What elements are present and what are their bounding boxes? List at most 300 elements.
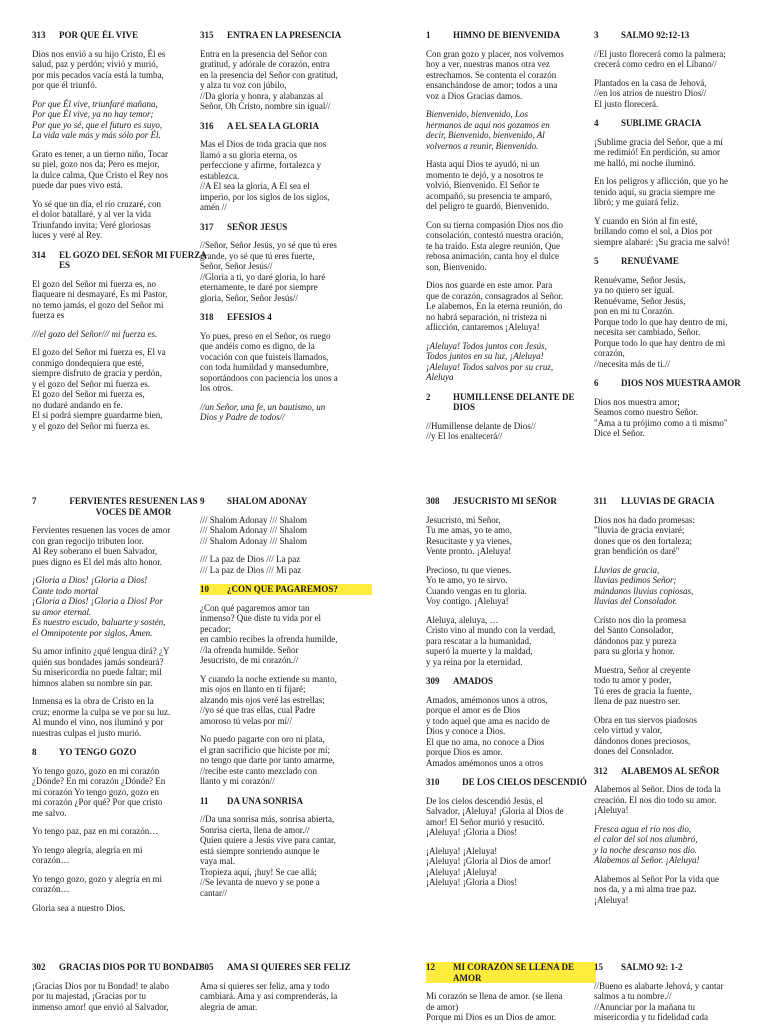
lyric-line: //Da gloria y honra, y alabanzas al [200,90,324,101]
hymn-chorus [200,402,372,423]
lyric-line: flaqueare ni desmayaré, Es mi Pastor, [32,289,168,299]
hymn-verse [32,874,208,895]
hymn-verse [426,421,596,442]
hymn [200,222,372,304]
lyric-line: Cuando vengas en tu gloria. [426,585,527,596]
hymn-verse [200,49,372,112]
lyric-line: alzando mis ojos veré las estrellas; [200,694,325,705]
lyric-line: //Anunciar por la mañana tu [594,1001,695,1012]
lyric-line: Precioso, tu que vienes. [426,564,512,575]
row-bottom [0,962,768,1024]
lyric-line: y el gozo del Señor mi fuerza es. [32,420,150,431]
lyric-line: Bienvenido, bienvenido, Los [426,109,528,119]
hymn-verse [594,49,764,70]
lyric-line: necesita ser cambiado, Señor. [594,327,701,337]
lyric-line: ensanchándose de amor; todos a una [426,80,558,90]
lyric-line: Mas el Dios de toda gracia que nos [200,139,327,149]
lyric-line: Fresca agua el río nos dio, [594,823,692,834]
lyric-line: siempre disfruto de gracia y perdón, [32,368,162,378]
hymn-verse [32,525,208,567]
lyric-line: Con gran gozo y placer, nos volvemos [426,48,564,59]
hymn [426,392,596,442]
hymn-verse [594,981,764,1023]
hymn-title: DA UNA SONRISA [227,795,304,806]
hymn-heading-text [32,250,208,271]
lyric-line: //yo sé que tras ellas, cual Padre [200,705,316,715]
hymn-column [200,962,372,1021]
lyric-line: ¡Aleluya! [594,805,629,815]
hymn-heading-text [200,584,372,595]
hymn [594,378,764,439]
lyric-line: Dios y Padre de todos// [200,412,285,422]
hymn-verse [426,796,596,838]
lyric-line: y la noche descanso nos dio. [594,844,697,855]
hymn-number: 9 [200,496,205,506]
lyric-line: Fervientes resuenen las voces de amor [32,525,171,535]
hymn-heading [426,676,596,687]
hymn-number: 308 [426,496,440,506]
lyric-line: consolación, contestó nuestra oración, [426,230,564,240]
lyric-line: Amados, amémonos unos a otros, [426,694,548,705]
hymn-heading-text [200,796,372,807]
lyric-line: hermanos de aquí nos gozamos en [426,119,550,130]
lyric-line: Plantados en la casa de Jehová, [594,77,707,88]
lyric-line: Señor, Señor Jesús// [200,261,273,271]
lyric-line: Con su tierna compasión Dios nos dio [426,219,563,230]
lyric-line: Inmensa es la obra de Cristo en la [32,696,154,706]
hymn-number: 1 [426,30,431,40]
hymn [426,962,596,1023]
hymn-verse [426,515,596,557]
lyric-line: luces y veré al Rey. [32,230,103,240]
lyric-line: y todo aquel que ama es nacido de [426,715,550,726]
hymn-heading [200,121,372,132]
hymn-column [594,30,764,448]
hymn-verse [594,216,764,248]
hymn [32,250,208,432]
hymn-number: 312 [594,765,608,776]
lyric-line: ¡Gloria a Dios! ¡Gloria a Dios! Por [32,596,164,606]
lyric-line: que de corazón, consagrados al Señor. [426,290,564,301]
lyric-line: Ama si quieres ser feliz, ama y todo [200,980,330,991]
hymn-verse [426,159,596,212]
lyric-line: El gozo del Señor mi fuerza es, El va [32,347,166,357]
lyric-line: Entra en la presencia del Señor con [200,48,327,59]
hymn-verse [426,220,596,273]
lyric-line: nos da, y a mi alma trae paz. [594,884,697,894]
hymn-heading-text [594,962,764,973]
lyric-line: perfeccione y afirme, fortalezca y [200,160,322,170]
lyric-line: libró; y me guiará feliz. [594,197,679,207]
lyric-line: pecador; [200,623,231,634]
lyric-line: Grato es tener, a un tierno niño, Tocar [32,148,169,159]
lyric-line: ¡Aleluya! ¡Gloria a Dios! [426,827,518,837]
lyric-line: llamó a su gloria eterna, os [200,149,297,160]
lyric-line: todo tu amor y poder, [594,675,672,685]
hymn-title: HUMILLENSE DELANTE DE DIOS [453,391,575,412]
lyric-line: que andéis como es digno, de la [200,341,315,351]
lyric-line: tenido aquí, su gracia siempre me [594,186,715,197]
hymn-column [32,496,208,922]
lyric-line: la dulce calma, Que Cristo el Rey nos [32,169,168,180]
lyric-line: eternamente, te daré por siempre [200,282,318,292]
hymn-title: AMADOS [453,676,493,686]
hymn-verse [594,397,764,439]
hymn-heading [32,30,208,41]
hymn-column [32,962,208,1021]
hymn-number: 302 [32,962,46,972]
hymn-heading [200,222,372,233]
hymn-title: ¿CON QUE PAGAREMOS? [227,584,338,594]
lyric-line: "lluvia de gracia enviaré; [594,525,685,535]
hymn-verse [32,49,208,91]
lyric-line: //y El los enaltecerá// [426,431,503,441]
lyric-line: ¡Aleluya! ¡Gloria a Dios! [426,877,518,887]
hymn-number: 11 [200,795,209,806]
lyric-line: decir, Bienvenido, bienvenido, Al [426,130,545,140]
lyric-line: Aleluya, aleluya, … [426,614,499,625]
lyric-line: Y cuando la noche extiende su manto, [200,673,337,684]
lyric-line: dones que os den fortaleza; [594,535,692,546]
hymn-heading-text [426,496,596,507]
lyric-line: Porque mi Dios es un Dios de amor. [426,1012,556,1022]
hymn-number: 6 [594,378,599,388]
hymn-heading-text [200,222,372,233]
lyric-line: gran bendición os daré" [594,546,680,556]
lyric-line: Renuévame, Señor Jesús, [594,295,686,306]
lyric-line: corazón… [32,855,70,865]
lyric-line: porque Dios es amor. [426,747,503,757]
hymn-heading [594,256,764,267]
lyric-line: Es nuestro escudo, baluarte y sostén, [32,617,166,627]
lyric-line: /// Shalom Adonay /// Shalom [200,525,308,535]
hymn [32,496,208,738]
hymn-verse [594,176,764,208]
lyric-line: ¿Con qué pagaremos amor tan [200,602,310,613]
lyric-line: himnos alaben su nombre sin par. [32,677,153,688]
lyric-line: Amados amémonos unos a otros [426,757,543,768]
lyric-line: su piel, gozo nos da; Pero es mejor, [32,159,160,169]
hymn-verse [594,615,764,657]
lyric-line: Yo sé que un día, el río cruzaré, con [32,198,162,209]
hymn-verse [32,279,208,321]
hymn-number: 5 [594,256,599,266]
hymn-number: 12 [426,962,435,972]
lyric-line: por que él triunfó. [32,80,97,90]
hymn-heading-text [32,496,208,517]
lyric-line: dones del Consolador. [594,746,674,756]
hymn-title: HIMNO DE BIENVENIDA [453,30,561,40]
lyric-line: Vente pronto. ¡Aleluya! [426,546,512,556]
hymn-heading [594,30,764,41]
hymn-heading-text [594,766,764,777]
hymn-verse [594,874,764,906]
hymn-heading [32,962,208,973]
lyric-line: de amor) [426,1001,459,1012]
hymn-number: 310 [426,777,440,787]
lyric-line: Seamos como nuestro Señor. [594,407,698,417]
hymn-verse [200,139,372,213]
lyric-line: superó la muerte y la maldad, [426,646,533,656]
lyric-line: //Se levanta de nuevo y se pone a [200,877,320,887]
lyric-line: /// Shalom Adonay /// Shalom [200,514,308,525]
lyric-line: vocación con que fuisteis llamados, [200,351,329,362]
lyric-line: /// La paz de Dios /// La paz [200,554,301,564]
lyric-line: el Omnipotente por siglos, Amen. [32,627,153,638]
hymn-heading [200,796,372,807]
lyric-line: salud, paz y perdón; vivió y murió, [32,59,158,69]
lyric-line: fuerza es [32,310,65,320]
lyric-line: "Ama a tu prójimo como a ti mismo" [594,417,728,428]
hymn-verse [32,826,208,837]
lyric-line: Dios nos envió a su hijo Cristo, Él es [32,48,166,59]
hymn [594,496,764,757]
lyric-line: Dice el Señor. [594,428,645,438]
hymn-heading [426,962,596,983]
lyric-line: quién sus bondades jamás sondeará? [32,656,164,667]
lyric-line: por tu majestad, ¡Gracias por tu [32,991,146,1001]
hymn-heading [426,392,596,413]
hymn [200,30,372,112]
hymn-heading-text [200,962,372,973]
lyric-line: Todos juntos en su luz, ¡Aleluya! [426,351,544,361]
hymn-column [200,496,372,907]
lyric-line: //la ofrenda humilde. Señor [200,644,299,655]
hymn-number: 8 [32,747,37,757]
hymn-heading [426,496,596,507]
hymn-verse [32,696,208,738]
lyric-line: establezca. [200,170,240,181]
lyric-line: ¡Aleluya! [594,894,629,905]
hymn-heading [594,118,764,129]
hymn-verse [200,814,372,898]
hymn-number: 316 [200,120,214,131]
hymn-heading-text [594,118,764,129]
hymn-chorus [426,109,596,151]
hymn-verse [200,331,372,394]
lyric-line: //Gloria a ti, yo daré gloria, lo haré [200,271,326,282]
lyric-line: conmigo dondequiera que esté, [32,357,144,368]
lyric-line: Yo tengo paz, paz en mi corazón… [32,826,159,836]
hymn-title: ENTRA EN LA PRESENCIA [227,30,342,40]
hymn-number: 10 [200,584,209,594]
hymn-heading [594,496,764,507]
hymn-title: EFESIOS 4 [227,312,272,322]
hymn-title: SUBLIME GRACIA [621,118,702,128]
hymn-heading-text [32,747,208,758]
lyric-line: el dolor batallaré, y al ver la vida [32,209,151,219]
lyric-line: llena de paz nuestro ser. [594,696,681,706]
hymn-heading [594,766,764,777]
lyric-line: /// Shalom Adonay /// Shalom [200,535,308,546]
lyric-line: El gozo del Señor mi fuerza es, no [32,278,156,289]
hymn [594,118,764,247]
lyric-line: Resucitaste y ya vienes, [426,535,512,546]
lyric-line: nuestras culpas el justo murió. [32,727,142,738]
hymn-verse [594,665,764,707]
lyric-line: Yo tengo gozo, gozo y alegría en mi [32,873,163,884]
hymn-chorus [426,341,596,383]
hymn-verse [426,280,596,333]
lyric-line: cantar// [200,887,227,898]
lyric-line: cruz; enorme la culpa se ve por su luz. [32,706,171,717]
lyric-line: su amor eternal. [32,606,92,617]
lyric-line: La vida vale más y más sólo por Él. [32,130,161,140]
hymn-verse [200,554,372,575]
lyric-line: ¡Aleluya! ¡Aleluya! [426,845,498,856]
lyric-line: El justo florecerá. [594,98,659,109]
lyric-line: son, Bienvenido. [426,261,487,272]
lyric-line: no tengo que darte por tanto amarme, [200,755,335,765]
hymn-verse [32,149,208,191]
lyric-line: ¡Gloria a Dios! ¡Gloria a Dios! [32,575,148,585]
hymn [426,777,596,888]
hymn-heading [200,584,372,595]
hymn-title: POR QUE ÉL VIVE [59,30,139,40]
lyric-line: amor! El Señor murió y resucitó. [426,816,545,827]
lyric-line: Renuévame, Señor Jesús, [594,274,686,285]
lyric-line: //A El sea la gloria, A El sea el [200,181,310,191]
lyric-line: Su amor infinito ¿qué lengua dirá? ¿Y [32,646,170,656]
hymn-number: 3 [594,30,599,40]
lyric-line: lluvias pedimos Señor; [594,575,677,585]
lyric-line: el gran sacrificio que hiciste por mí; [200,744,330,755]
lyric-line: Al Rey soberano el buen Salvador, [32,546,158,556]
hymn-verse [32,845,208,866]
lyric-line: Hasta aquí Dios te ayudó, ni un [426,159,540,169]
lyric-line: Triunfando invita; Veré gloriosas [32,219,151,230]
hymn-column [426,962,596,1024]
hymn-column [594,496,764,914]
lyric-line: en la presencia del Señor con gratitud, [200,69,338,80]
hymn-title: A EL SEA LA GLORIA [227,120,320,131]
hymn [32,747,208,913]
hymn-number: 313 [32,30,46,40]
hymn-heading-text [426,392,596,413]
lyric-line: voz a Dios Gracias damos. [426,90,523,101]
row-middle [0,496,768,952]
hymn [594,962,764,1023]
lyric-line: ¿Dónde? En mi corazón ¿Dónde? En [32,776,166,786]
hymn-heading [200,962,372,973]
hymn-title: SEÑOR JESUS [227,221,288,232]
hymn-verse [200,981,372,1013]
lyric-line: mi corazón Yo tengo gozo, gozo en [32,786,159,797]
hymn-verse [200,674,372,727]
lyric-line: El gozo del Señor mi fuerza es, [32,389,145,399]
lyric-line: salmos a tu nombre.// [594,991,672,1001]
hymn-column [426,496,596,897]
hymn-number: 318 [200,312,214,322]
lyric-line: Señor, Oh Cristo, nombre sin igual// [200,101,331,111]
lyric-line: Tú eres de gracia la fuente, [594,685,692,696]
hymn-heading [32,496,208,517]
lyric-line: No puedo pagarte con oro ni plata, [200,734,325,744]
hymn-title: YO TENGO GOZO [59,747,137,757]
lyric-line: crecerá como cedro en el Líbano// [594,59,717,69]
lyric-line: llanto y mi corazón// [200,776,275,786]
hymn-heading-text [594,30,764,41]
hymn-number: 305 [200,962,214,972]
lyric-line: //Bueno es alabarte Jehová, y cantar [594,980,724,991]
hymn-title: EL GOZO DEL SEÑOR MI FUERZA ES [59,249,207,270]
hymn-heading [426,777,596,788]
hymn-verse [32,766,208,819]
hymn-number: 7 [32,496,37,506]
hymn-heading [426,30,596,41]
hymn-heading-text [426,676,596,687]
lyric-line: por mis pecados vacía está la tumba, [32,69,164,80]
lyric-line: siempre alabaré: ¡Su gracia me salvó! [594,236,730,247]
lyric-line: Mi corazón se llena de amor. (se llena [426,991,563,1001]
lyric-line: En los peligros y aflicción, que yo he [594,176,728,186]
hymn-title: FERVIENTES RESUENEN LAS VOCES DE AMOR [69,496,198,517]
lyric-line: cambiará. Ama y así comprenderás, la [200,991,338,1001]
hymn-chorus [32,99,208,141]
hymn-title: DIOS NOS MUESTRA AMOR [621,378,741,388]
hymn [32,30,208,241]
hymn-heading-text [594,256,764,267]
lyric-line: no habrá separación, ni tristeza ni [426,311,547,322]
hymn-verse [594,515,764,557]
lyric-line: mis ojos en llanto en ti fijaré; [200,684,306,694]
lyric-line: Al mundo el vino, nos iluminó y por [32,717,164,727]
hymn-heading [32,747,208,758]
lyric-line: creación. El nos dio todo su amor. [594,794,717,805]
hymn [200,312,372,423]
hymn-column [426,30,596,451]
lyric-line: y ya reina por la eternidad. [426,656,523,667]
lyric-line: Quien quiere a Jesús vive para cantar, [200,835,336,845]
lyric-line: Dios nos muestra amor; [594,396,680,407]
row-top [0,30,768,470]
hymn-heading-text [32,30,208,41]
lyric-line: Aleluya [426,372,454,382]
hymn-verse [200,515,372,547]
lyric-line: y alza tu voz con júbilo, [200,80,287,90]
lyric-line: /// La paz de Dios /// Mi paz [200,564,302,575]
hymn-title: SHALOM ADONAY [227,496,308,506]
lyric-line: pon en mi tu Corazón. [594,306,675,316]
hymn-chorus [594,565,764,607]
lyric-line: //recibe este canto mezclado con [200,765,317,776]
hymn-verse [594,715,764,757]
lyric-line: está siempre sonriendo aunque le [200,845,320,856]
hymn-verse [594,784,764,816]
hymn [594,30,764,109]
lyric-line: ¡Aleluya! ¡Aleluya! [426,866,498,877]
hymn-chorus [32,329,208,340]
lyric-line: Cante todo mortal [32,585,99,596]
lyric-line: corazón… [32,884,70,894]
hymn-column [594,962,764,1024]
lyric-line: grande, yo sé que tú eres fuerte, [200,250,315,261]
lyric-line: soportándoos con paciencia los unos a [200,372,338,383]
hymn [200,584,372,787]
hymn-heading-text [200,312,372,323]
hymn-heading [200,312,372,323]
lyric-line: Dios nos ha dado promesas: [594,514,695,525]
hymn-heading [594,378,764,389]
lyric-line: ¡Aleluya! Todos juntos con Jesús, [426,340,547,351]
lyric-line: Yo te amo, yo te sirvo. [426,575,508,585]
lyric-line: gratitud, y adórale de corazón, entra [200,59,330,69]
lyric-line: porque el amor es de Dios [426,705,521,715]
lyric-line: alegría de amar. [200,1001,258,1012]
hymn-heading-text [426,962,596,983]
lyric-line: //Humíllense delante de Dios// [426,420,536,431]
lyric-line: Y cuando en Sión al fin esté, [594,215,698,226]
